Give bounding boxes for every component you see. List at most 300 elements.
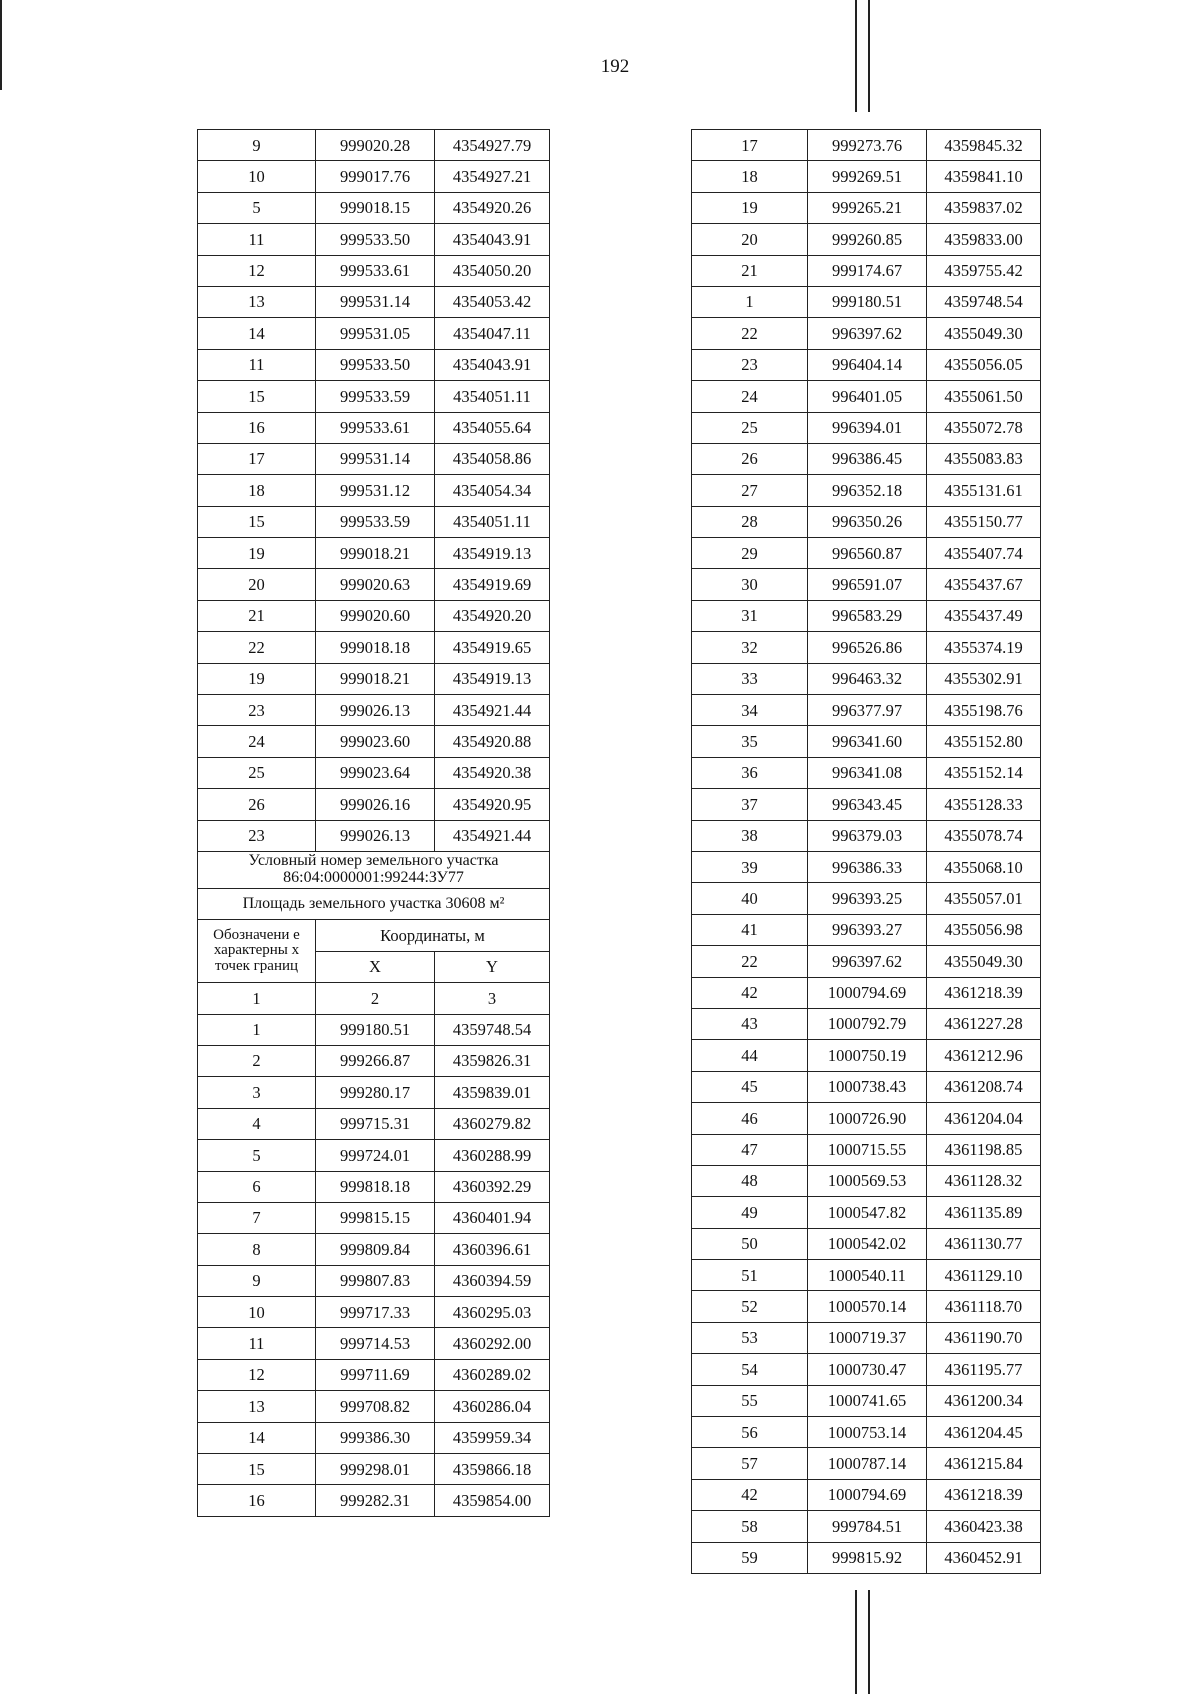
- y-coordinate-cell: 4361129.10: [927, 1260, 1041, 1291]
- x-coordinate-cell: 999533.59: [316, 381, 435, 412]
- y-coordinate-cell: 4354919.65: [435, 632, 550, 663]
- point-number-cell: 15: [198, 381, 316, 412]
- y-coordinate-cell: 4360452.91: [927, 1542, 1041, 1573]
- y-coordinate-cell: 4355128.33: [927, 789, 1041, 820]
- point-number-cell: 43: [692, 1008, 808, 1039]
- y-coordinate-cell: 4360279.82: [435, 1108, 550, 1139]
- y-coordinate-cell: 4360288.99: [435, 1140, 550, 1171]
- table-row: [692, 726, 1041, 757]
- table-row: [692, 663, 1041, 694]
- y-coordinate-cell: 4360286.04: [435, 1391, 550, 1422]
- table-row: [692, 192, 1041, 223]
- table-row: [692, 412, 1041, 443]
- y-coordinate-cell: 4361208.74: [927, 1071, 1041, 1102]
- x-coordinate-cell: 999818.18: [316, 1171, 435, 1202]
- table-row: [692, 914, 1041, 945]
- point-number-cell: 12: [198, 1359, 316, 1390]
- x-coordinate-cell: 999533.59: [316, 506, 435, 537]
- point-number-cell: 23: [198, 695, 316, 726]
- table-row: [692, 1260, 1041, 1291]
- x-coordinate-cell: 999260.85: [808, 224, 927, 255]
- y-coordinate-cell: 4360396.61: [435, 1234, 550, 1265]
- point-number-cell: 49: [692, 1197, 808, 1228]
- x-coordinate-cell: 1000540.11: [808, 1260, 927, 1291]
- x-coordinate-cell: 996343.45: [808, 789, 927, 820]
- x-coordinate-cell: 999715.31: [316, 1108, 435, 1139]
- table-row: [692, 130, 1041, 161]
- x-coordinate-cell: 1000738.43: [808, 1071, 927, 1102]
- table-row: [692, 632, 1041, 663]
- x-coordinate-cell: 996583.29: [808, 600, 927, 631]
- plot-area: Площадь земельного участка 30608 м²: [198, 888, 550, 919]
- point-number-cell: 19: [198, 663, 316, 694]
- point-number-cell: 33: [692, 663, 808, 694]
- point-number-cell: 25: [198, 757, 316, 788]
- table-row: [198, 789, 550, 820]
- table-row: [692, 443, 1041, 474]
- coordinates-table-right: [691, 129, 1041, 1574]
- table-row: [198, 1297, 550, 1328]
- y-coordinate-cell: 4360394.59: [435, 1265, 550, 1296]
- y-coordinate-cell: 4355056.05: [927, 349, 1041, 380]
- y-coordinate-cell: 4355152.80: [927, 726, 1041, 757]
- y-coordinate-cell: 4361218.39: [927, 977, 1041, 1008]
- point-number-cell: 13: [198, 1391, 316, 1422]
- x-coordinate-cell: 999026.16: [316, 789, 435, 820]
- table-row: [198, 569, 550, 600]
- point-number-cell: 15: [198, 506, 316, 537]
- point-number-cell: 25: [692, 412, 808, 443]
- left-top-rows: [198, 130, 550, 852]
- table-row: [198, 318, 550, 349]
- y-coordinate-cell: 4355078.74: [927, 820, 1041, 851]
- point-number-cell: 41: [692, 914, 808, 945]
- point-number-cell: 10: [198, 1297, 316, 1328]
- point-number-cell: 58: [692, 1511, 808, 1542]
- point-number-cell: 2: [198, 1045, 316, 1076]
- table-row: [198, 224, 550, 255]
- table-row: [692, 1197, 1041, 1228]
- x-coordinate-cell: 996560.87: [808, 538, 927, 569]
- point-number-cell: 16: [198, 1485, 316, 1516]
- x-coordinate-cell: 996393.27: [808, 914, 927, 945]
- x-coordinate-cell: 996386.45: [808, 443, 927, 474]
- x-coordinate-cell: 999180.51: [316, 1014, 435, 1045]
- x-coordinate-cell: 999784.51: [808, 1511, 927, 1542]
- designation-header: Обозначени е характерны х точек границ: [198, 920, 316, 983]
- point-number-cell: 12: [198, 255, 316, 286]
- table-row: [198, 506, 550, 537]
- y-coordinate-cell: 4355374.19: [927, 632, 1041, 663]
- table-row: [198, 349, 550, 380]
- y-coordinate-cell: 4361135.89: [927, 1197, 1041, 1228]
- y-coordinate-cell: 4361198.85: [927, 1134, 1041, 1165]
- table-row: [692, 883, 1041, 914]
- page-number: 192: [600, 56, 630, 77]
- table-row: [198, 1391, 550, 1422]
- x-coordinate-cell: 999018.18: [316, 632, 435, 663]
- x-coordinate-cell: 996352.18: [808, 475, 927, 506]
- y-coordinate-cell: 4354053.42: [435, 286, 550, 317]
- table-row: [198, 1454, 550, 1485]
- point-number-cell: 26: [198, 789, 316, 820]
- table-row: [692, 1103, 1041, 1134]
- y-coordinate-cell: 4355407.74: [927, 538, 1041, 569]
- table-row: [692, 1165, 1041, 1196]
- point-number-cell: 11: [198, 224, 316, 255]
- table-row: [198, 600, 550, 631]
- y-coordinate-cell: 4354921.44: [435, 820, 550, 851]
- y-coordinate-cell: 4360295.03: [435, 1297, 550, 1328]
- point-number-cell: 35: [692, 726, 808, 757]
- x-coordinate-cell: 999533.50: [316, 224, 435, 255]
- point-number-cell: 45: [692, 1071, 808, 1102]
- y-coordinate-cell: 4359748.54: [435, 1014, 550, 1045]
- table-row: [198, 1202, 550, 1233]
- y-coordinate-cell: 4360423.38: [927, 1511, 1041, 1542]
- y-coordinate-cell: 4355049.30: [927, 318, 1041, 349]
- x-coordinate-cell: 996397.62: [808, 946, 927, 977]
- table-row: [198, 1077, 550, 1108]
- x-coordinate-cell: 999533.50: [316, 349, 435, 380]
- table-row: [198, 1140, 550, 1171]
- table-row: [198, 632, 550, 663]
- point-number-cell: 11: [198, 349, 316, 380]
- binding-line: [855, 1590, 857, 1694]
- x-coordinate-cell: 999273.76: [808, 130, 927, 161]
- y-coordinate-cell: 4354919.13: [435, 538, 550, 569]
- y-coordinate-cell: 4359826.31: [435, 1045, 550, 1076]
- y-coordinate-cell: 4359755.42: [927, 255, 1041, 286]
- y-coordinate-cell: 4354058.86: [435, 443, 550, 474]
- y-coordinate-cell: 4359845.32: [927, 130, 1041, 161]
- y-coordinate-cell: 4355150.77: [927, 506, 1041, 537]
- point-number-cell: 6: [198, 1171, 316, 1202]
- x-coordinate-cell: 1000794.69: [808, 977, 927, 1008]
- y-coordinate-cell: 4360289.02: [435, 1359, 550, 1390]
- point-number-cell: 14: [198, 318, 316, 349]
- x-coordinate-cell: 999180.51: [808, 286, 927, 317]
- x-coordinate-cell: 999807.83: [316, 1265, 435, 1296]
- point-number-cell: 4: [198, 1108, 316, 1139]
- x-coordinate-cell: 996393.25: [808, 883, 927, 914]
- x-coordinate-cell: 1000715.55: [808, 1134, 927, 1165]
- x-header: X: [316, 951, 435, 982]
- table-row: [198, 475, 550, 506]
- table-row: [692, 1511, 1041, 1542]
- x-coordinate-cell: 999269.51: [808, 161, 927, 192]
- table-row: [692, 1448, 1041, 1479]
- y-coordinate-cell: 4355068.10: [927, 851, 1041, 882]
- y-coordinate-cell: 4360401.94: [435, 1202, 550, 1233]
- x-coordinate-cell: 999280.17: [316, 1077, 435, 1108]
- table-row: [692, 946, 1041, 977]
- table-row: [198, 255, 550, 286]
- y-coordinate-cell: 4361195.77: [927, 1354, 1041, 1385]
- x-coordinate-cell: 999708.82: [316, 1391, 435, 1422]
- table-row: [692, 475, 1041, 506]
- y-coordinate-cell: 4354047.11: [435, 318, 550, 349]
- table-row: [692, 851, 1041, 882]
- table-row: [198, 663, 550, 694]
- y-coordinate-cell: 4354921.44: [435, 695, 550, 726]
- x-coordinate-cell: 1000753.14: [808, 1417, 927, 1448]
- point-number-cell: 13: [198, 286, 316, 317]
- y-coordinate-cell: 4355131.61: [927, 475, 1041, 506]
- left-bottom-rows: [198, 1014, 550, 1516]
- y-coordinate-cell: 4355437.67: [927, 569, 1041, 600]
- point-number-cell: 59: [692, 1542, 808, 1573]
- y-coordinate-cell: 4359866.18: [435, 1454, 550, 1485]
- point-number-cell: 24: [692, 381, 808, 412]
- table-row: [198, 1108, 550, 1139]
- table-row: [692, 538, 1041, 569]
- point-number-cell: 38: [692, 820, 808, 851]
- area-row: [198, 888, 550, 919]
- point-number-cell: 20: [692, 224, 808, 255]
- x-coordinate-cell: 1000569.53: [808, 1165, 927, 1196]
- x-coordinate-cell: 999815.15: [316, 1202, 435, 1233]
- x-coordinate-cell: 999026.13: [316, 820, 435, 851]
- y-coordinate-cell: 4354055.64: [435, 412, 550, 443]
- x-coordinate-cell: 1000741.65: [808, 1385, 927, 1416]
- column-number: 2: [316, 983, 435, 1014]
- point-number-cell: 53: [692, 1322, 808, 1353]
- y-coordinate-cell: 4355302.91: [927, 663, 1041, 694]
- point-number-cell: 16: [198, 412, 316, 443]
- table-row: [692, 1040, 1041, 1071]
- x-coordinate-cell: 999282.31: [316, 1485, 435, 1516]
- y-coordinate-cell: 4359748.54: [927, 286, 1041, 317]
- point-number-cell: 48: [692, 1165, 808, 1196]
- point-number-cell: 47: [692, 1134, 808, 1165]
- x-coordinate-cell: 996591.07: [808, 569, 927, 600]
- x-coordinate-cell: 999533.61: [316, 255, 435, 286]
- point-number-cell: 19: [692, 192, 808, 223]
- point-number-cell: 3: [198, 1077, 316, 1108]
- table-row: [692, 789, 1041, 820]
- y-coordinate-cell: 4355049.30: [927, 946, 1041, 977]
- table-row: [198, 161, 550, 192]
- y-coordinate-cell: 4355056.98: [927, 914, 1041, 945]
- x-coordinate-cell: 996341.60: [808, 726, 927, 757]
- point-number-cell: 18: [198, 475, 316, 506]
- point-number-cell: 44: [692, 1040, 808, 1071]
- y-coordinate-cell: 4361128.32: [927, 1165, 1041, 1196]
- x-coordinate-cell: 1000787.14: [808, 1448, 927, 1479]
- table-row: [692, 224, 1041, 255]
- point-number-cell: 8: [198, 1234, 316, 1265]
- x-coordinate-cell: 999298.01: [316, 1454, 435, 1485]
- point-number-cell: 26: [692, 443, 808, 474]
- y-coordinate-cell: 4354927.21: [435, 161, 550, 192]
- table-row: [198, 1045, 550, 1076]
- y-coordinate-cell: 4361200.34: [927, 1385, 1041, 1416]
- y-coordinate-cell: 4355198.76: [927, 695, 1041, 726]
- table-row: [198, 1422, 550, 1453]
- y-coordinate-cell: 4354920.20: [435, 600, 550, 631]
- table-row: [198, 381, 550, 412]
- point-number-cell: 10: [198, 161, 316, 192]
- y-coordinate-cell: 4359833.00: [927, 224, 1041, 255]
- y-coordinate-cell: 4354043.91: [435, 224, 550, 255]
- x-coordinate-cell: 999026.13: [316, 695, 435, 726]
- y-coordinate-cell: 4354920.26: [435, 192, 550, 223]
- x-coordinate-cell: 999724.01: [316, 1140, 435, 1171]
- point-number-cell: 19: [198, 538, 316, 569]
- point-number-cell: 1: [692, 286, 808, 317]
- coords-header: Координаты, м: [316, 920, 550, 951]
- y-coordinate-cell: 4361118.70: [927, 1291, 1041, 1322]
- x-coordinate-cell: 999018.15: [316, 192, 435, 223]
- point-number-cell: 40: [692, 883, 808, 914]
- table-row: [198, 1234, 550, 1265]
- header-row: [198, 920, 550, 951]
- x-coordinate-cell: 996377.97: [808, 695, 927, 726]
- x-coordinate-cell: 999020.60: [316, 600, 435, 631]
- point-number-cell: 14: [198, 1422, 316, 1453]
- point-number-cell: 7: [198, 1202, 316, 1233]
- table-row: [198, 1171, 550, 1202]
- table-row: [692, 695, 1041, 726]
- point-number-cell: 11: [198, 1328, 316, 1359]
- y-coordinate-cell: 4354920.95: [435, 789, 550, 820]
- coordinates-table-left: [197, 129, 550, 1517]
- table-row: [692, 820, 1041, 851]
- table-row: [692, 1008, 1041, 1039]
- table-row: [692, 1228, 1041, 1259]
- y-coordinate-cell: 4355152.14: [927, 757, 1041, 788]
- table-row: [198, 757, 550, 788]
- y-coordinate-cell: 4355437.49: [927, 600, 1041, 631]
- table-row: [198, 1359, 550, 1390]
- point-number-cell: 55: [692, 1385, 808, 1416]
- x-coordinate-cell: 1000794.69: [808, 1479, 927, 1510]
- x-coordinate-cell: 999714.53: [316, 1328, 435, 1359]
- table-row: [692, 1354, 1041, 1385]
- x-coordinate-cell: 999531.14: [316, 443, 435, 474]
- y-coordinate-cell: 4354919.13: [435, 663, 550, 694]
- x-coordinate-cell: 996404.14: [808, 349, 927, 380]
- x-coordinate-cell: 1000730.47: [808, 1354, 927, 1385]
- point-number-cell: 21: [198, 600, 316, 631]
- y-coordinate-cell: 4361130.77: [927, 1228, 1041, 1259]
- x-coordinate-cell: 999017.76: [316, 161, 435, 192]
- table-row: [692, 349, 1041, 380]
- plot-title-row: [198, 851, 550, 888]
- table-row: [198, 1014, 550, 1045]
- y-coordinate-cell: 4354051.11: [435, 506, 550, 537]
- point-number-cell: 18: [692, 161, 808, 192]
- x-coordinate-cell: 1000792.79: [808, 1008, 927, 1039]
- table-row: [198, 695, 550, 726]
- table-row: [692, 255, 1041, 286]
- y-coordinate-cell: 4361212.96: [927, 1040, 1041, 1071]
- y-coordinate-cell: 4354051.11: [435, 381, 550, 412]
- point-number-cell: 21: [692, 255, 808, 286]
- point-number-cell: 22: [198, 632, 316, 663]
- table-row: [692, 1385, 1041, 1416]
- point-number-cell: 27: [692, 475, 808, 506]
- point-number-cell: 52: [692, 1291, 808, 1322]
- table-row: [692, 286, 1041, 317]
- point-number-cell: 30: [692, 569, 808, 600]
- table-row: [692, 318, 1041, 349]
- x-coordinate-cell: 996463.32: [808, 663, 927, 694]
- y-coordinate-cell: 4361204.04: [927, 1103, 1041, 1134]
- x-coordinate-cell: 996394.01: [808, 412, 927, 443]
- x-coordinate-cell: 999020.63: [316, 569, 435, 600]
- point-number-cell: 17: [692, 130, 808, 161]
- x-coordinate-cell: 996379.03: [808, 820, 927, 851]
- point-number-cell: 39: [692, 851, 808, 882]
- table-row: [198, 726, 550, 757]
- y-coordinate-cell: 4354920.88: [435, 726, 550, 757]
- x-coordinate-cell: 999386.30: [316, 1422, 435, 1453]
- x-coordinate-cell: 999533.61: [316, 412, 435, 443]
- point-number-cell: 9: [198, 130, 316, 161]
- binding-line: [855, 0, 857, 112]
- y-coordinate-cell: 4361204.45: [927, 1417, 1041, 1448]
- x-coordinate-cell: 1000542.02: [808, 1228, 927, 1259]
- table-row: [198, 1328, 550, 1359]
- point-number-cell: 36: [692, 757, 808, 788]
- x-coordinate-cell: 999174.67: [808, 255, 927, 286]
- table-row: [198, 1485, 550, 1516]
- y-coordinate-cell: 4354043.91: [435, 349, 550, 380]
- table-row: [692, 1417, 1041, 1448]
- x-coordinate-cell: 996350.26: [808, 506, 927, 537]
- point-number-cell: 42: [692, 1479, 808, 1510]
- point-number-cell: 32: [692, 632, 808, 663]
- point-number-cell: 9: [198, 1265, 316, 1296]
- y-coordinate-cell: 4361227.28: [927, 1008, 1041, 1039]
- x-coordinate-cell: 996386.33: [808, 851, 927, 882]
- binding-line: [868, 1590, 870, 1694]
- y-coordinate-cell: 4354927.79: [435, 130, 550, 161]
- x-coordinate-cell: 999266.87: [316, 1045, 435, 1076]
- table-row: [198, 286, 550, 317]
- table-row: [198, 130, 550, 161]
- table-row: [198, 538, 550, 569]
- point-number-cell: 24: [198, 726, 316, 757]
- point-number-cell: 15: [198, 1454, 316, 1485]
- table-row: [198, 443, 550, 474]
- table-row: [692, 506, 1041, 537]
- point-number-cell: 17: [198, 443, 316, 474]
- point-number-cell: 22: [692, 318, 808, 349]
- point-number-cell: 42: [692, 977, 808, 1008]
- plot-header: [198, 851, 550, 1014]
- table-row: [692, 1322, 1041, 1353]
- table-row: [692, 569, 1041, 600]
- binding-line: [868, 0, 870, 112]
- x-coordinate-cell: 999815.92: [808, 1542, 927, 1573]
- table-row: [692, 1071, 1041, 1102]
- table-row: [198, 412, 550, 443]
- y-coordinate-cell: 4354054.34: [435, 475, 550, 506]
- point-number-cell: 5: [198, 1140, 316, 1171]
- x-coordinate-cell: 1000726.90: [808, 1103, 927, 1134]
- y-coordinate-cell: 4359854.00: [435, 1485, 550, 1516]
- plot-title: Условный номер земельного участка 86:04:0000001:99244:ЗУ77: [198, 851, 550, 888]
- x-coordinate-cell: 999809.84: [316, 1234, 435, 1265]
- x-coordinate-cell: 999023.60: [316, 726, 435, 757]
- point-number-cell: 56: [692, 1417, 808, 1448]
- y-coordinate-cell: 4359839.01: [435, 1077, 550, 1108]
- column-number: 1: [198, 983, 316, 1014]
- x-coordinate-cell: 999020.28: [316, 130, 435, 161]
